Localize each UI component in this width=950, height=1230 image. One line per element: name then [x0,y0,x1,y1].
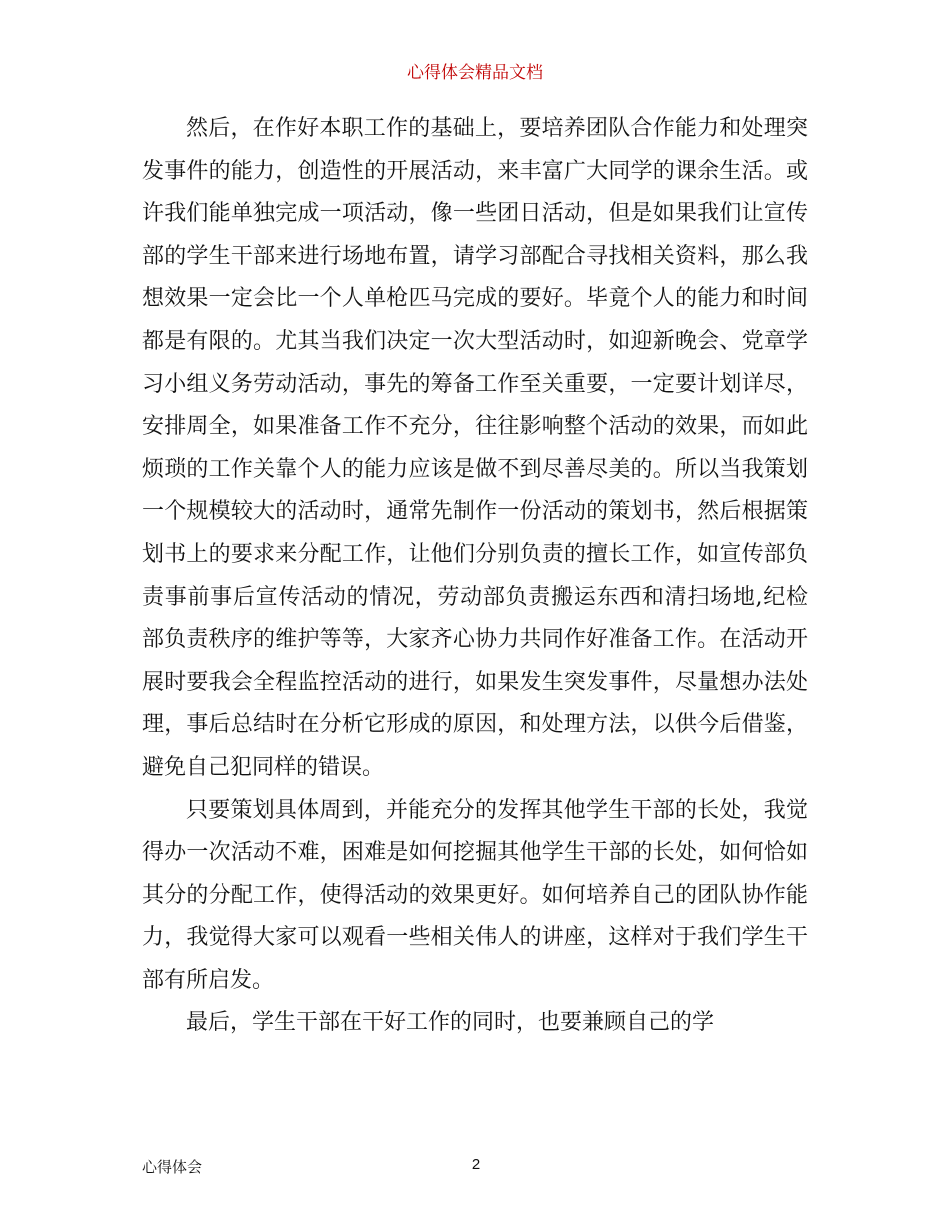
body-paragraph-3: 最后，学生干部在干好工作的同时，也要兼顾自己的学 [186,1010,715,1036]
page-number: 2 [471,1156,481,1173]
page-header-title: 心得体会精品文档 [407,63,543,83]
document-body [142,108,808,1045]
body-paragraph-2: 只要策划具体周到，并能充分的发挥其他学生干部的长处，我觉得办一次活动不难，困难是如何挖掘其他学生干部的长处，如何恰如其分的分配工作，使得活动的效果更好。如何培养自己的团队协作能力，我觉得大家可以观看一些相关伟人的讲座，这样对于我们学生干部有所启发。 [142,797,808,993]
footer-label: 心得体会 [142,1158,203,1176]
body-paragraph-1: 然后，在作好本职工作的基础上，要培养团队合作能力和处理突发事件的能力，创造性的开展活动，来丰富广大同学的课余生活。或许我们能单独完成一项活动，像一些团日活动，但是如果我们让宣传部的学生干部来进行场地布置，请学习部配合寻找相关资料，那么我想效果一定会比一个人单枪匹马完成的要好。毕竟个人的能力和时间都是有限的。尤其当我们决定一次大型活动时，如迎新晚会、党章学习小组义务劳动活动，事先的筹备工作至关重要，一定要计划详尽，安排周全，如果准备工作不充分，往往影响整个活动的效果，而如此烦琐的工作关靠个人的能力应该是做不到尽善尽美的。所以当我策划一个规模较大的活动时，通常先制作一份活动的策划书，然后根据策划书上的要求来分配工作，让他们分别负责的擅长工作，如宣传部负责事前事后宣传活动的情况，劳动部负责搬运东西和清扫场地,纪检部负责秩序的维护等等，大家齐心协力共同作好准备工作。在活动开展时要我会全程监控活动的进行，如果发生突发事件，尽量想办法处理，事后总结时在分析它形成的原因，和处理方法，以供今后借鉴，避免自己犯同样的错误。 [142,116,808,780]
